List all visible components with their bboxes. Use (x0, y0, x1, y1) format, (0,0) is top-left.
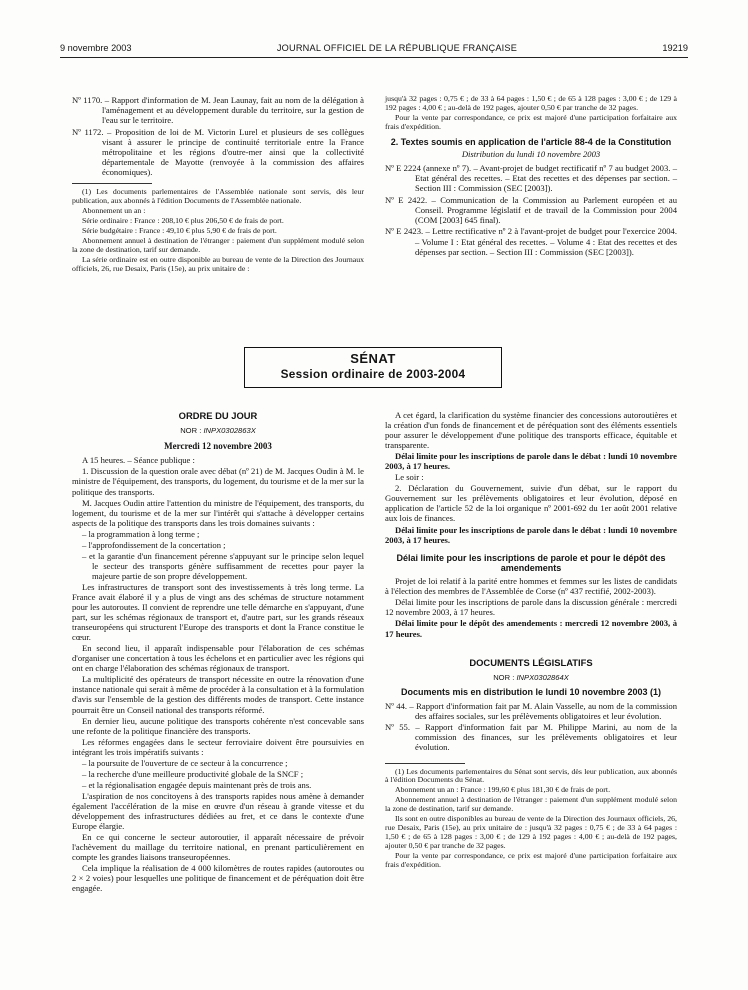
session-title: Session ordinaire de 2003-2004 (280, 367, 466, 382)
paragraph: Cela implique la réalisation de 4 000 kilomètres de routes rapides (autoroutes ou 2 × 2 voies) pour lesquelles une politique de financement et de péréquation doit être engagée. (72, 863, 364, 894)
nor-label: NOR : (493, 672, 515, 682)
distribution-date: Distribution du lundi 10 novembre 2003 (461, 149, 601, 160)
footnote-text: La série ordinaire est en outre disponible au bureau de vente de la Direction des Journaux officiels, 26, rue Desaix, Paris (15e), au prix unitaire de : (72, 254, 364, 273)
paragraph: Projet de loi relatif à la parité entre hommes et femmes sur les listes de candidats à l'élection des membres de l'Assemblée de Corse (nº 437 rectifié, 2002-2003). (385, 576, 677, 597)
delai-title: Délai limite pour les inscriptions de parole et pour le dépôt des amendements (396, 552, 666, 573)
footnote-text: Série budgétaire : France : 49,10 € plus 5,90 € de frais de port. (82, 225, 277, 235)
list-item: – la programmation à long terme ; (82, 528, 200, 539)
nor-label: NOR : (180, 426, 202, 435)
session-date: Mercredi 12 novembre 2003 (164, 440, 272, 451)
footnote-block (385, 95, 677, 132)
documents-subtitle: Documents mis en distribution le lundi 10 novembre 2003 (1) (400, 687, 662, 698)
paragraph: 1. Discussion de la question orale avec débat (nº 21) de M. Jacques Oudin à M. le ministre de l'équipement, des transports, du logement, du tourisme et de la mer sur la politique des transports. (72, 466, 364, 497)
nor-code: INPX0302864X (516, 672, 569, 682)
list-item: – la recherche d'une meilleure productivité globale de la SNCF ; (82, 768, 304, 779)
document-item: Nº 55. – Rapport d'information fait par M. Philippe Marini, au nom de la commission des finances, sur les prélèvements obligatoires et leur évolution. (385, 722, 677, 753)
documents-legislatifs-title: DOCUMENTS LÉGISLATIFS (469, 656, 593, 668)
document-item: Nº E 2423. – Lettre rectificative nº 2 à l'avant-projet de budget pour l'exercice 2004. – Volume I : Etat général des recettes. – Volume 4 : Etat des recettes et des dépenses par section. – Section III : Commission (SEC [2003]). (385, 226, 677, 257)
paragraph: L'aspiration de nos concitoyens à des transports rapides nous amène à demander également l'accélération de la mise en œuvre d'un réseau à grande vitesse et du développement des infrastructures dédiées au fret, et ce dans le contexte d'une Europe élargie. (72, 790, 364, 832)
paragraph: Les infrastructures de transport sont des investissements à très long terme. La France avait élaboré il y a plus de vingt ans des schémas de structure notamment pour les autoroutes. Il convient de reprendre une telle démarche en s'appuyant, d'une part, sur les schémas régionaux de transport et, d'autre part, sur les grands réseaux transeuropéens qui structurent l'Europe des transports et dont la France constitue le cœur. (72, 581, 364, 643)
paragraph: Le soir : (395, 472, 424, 483)
paragraph: Les réformes engagées dans le secteur ferroviaire doivent être poursuivies en intégrant les trois impératifs suivants : (72, 736, 364, 757)
footnote-text: jusqu'à 32 pages : 0,75 € ; de 33 à 64 pages : 1,50 € ; de 65 à 128 pages : 3,00 € ; de 129 à 192 pages : 4,00 € ; au-delà de 192 pages, ajouter 0,50 € par tranche de 32 pages. (385, 94, 677, 112)
footnote-text: Pour la vente par correspondance, ce prix est majoré d'une participation forfaitaire aux frais d'expédition. (385, 112, 677, 131)
footnote-text: Abonnement un an : (82, 205, 146, 215)
list-item: – la poursuite de l'ouverture de ce secteur à la concurrence ; (82, 757, 288, 768)
paragraph: En ce qui concerne le secteur autoroutier, il apparaît nécessaire de prévoir l'achèvement du maillage du territoire national, en prenant particulièrement en compte les grandes liaisons transeuropéennes. (72, 832, 364, 863)
nor-code: INPX0302863X (203, 426, 256, 435)
top-right-column (385, 95, 677, 258)
footnote-text: Série ordinaire : France : 208,10 € plus 206,50 € de frais de port. (82, 215, 284, 225)
page-header (60, 42, 688, 58)
list-item: – l'approfondissement de la concertation ; (82, 539, 226, 550)
paragraph: En second lieu, il apparaît indispensable pour l'élaboration de ces schémas d'organiser une concertation à tous les échelons et en particulier avec les régions qui ont en charge l'élaboration des schémas régionaux de transport. (72, 643, 364, 674)
footnote-text: (1) Les documents parlementaires du Sénat sont servis, dès leur publication, aux abonnés à l'édition Documents du Sénat. (385, 766, 677, 785)
footnote-text: Abonnement un an : France : 199,60 € plus 181,30 € de frais de port. (395, 785, 611, 795)
ordre-du-jour-title: ORDRE DU JOUR (178, 410, 258, 421)
section-title: 2. Textes soumis en application de l'article 88-4 de la Constitution (390, 136, 672, 147)
deadline-text: Délai limite pour les inscriptions de parole dans le débat : lundi 10 novembre 2003, à 17 heures. (385, 524, 677, 545)
paragraph: La multiplicité des opérateurs de transport nécessite en outre la rénovation d'une instance nationale qui serait à même de procéder à la consultation et à la formulation d'avis sur l'ensemble de la gestion des différents modes de transport. Cette instance pourrait être un Conseil national des transports réformé. (72, 674, 364, 715)
footnote-separator (72, 183, 152, 184)
document-item: Nº E 2224 (annexe nº 7). – Avant-projet de budget rectificatif nº 7 au budget 2003. – Etat général des recettes. – Etat des recettes et des dépenses par section. – Section III : Commission (SEC [2003]). (385, 163, 677, 194)
senat-title: SÉNAT (350, 351, 396, 366)
footnote-block (385, 768, 677, 870)
footnote-text: Pour la vente par correspondance, ce prix est majoré d'une participation forfaitaire aux frais d'expédition. (385, 851, 677, 870)
footnote-block (72, 188, 364, 274)
header-date: 9 novembre 2003 (60, 43, 132, 54)
top-left-column (72, 95, 364, 274)
deadline-text: Délai limite pour le dépôt des amendements : mercredi 12 novembre 2003, à 17 heures. (385, 618, 677, 639)
senat-heading-box (244, 347, 502, 388)
paragraph: En dernier lieu, aucune politique des transports cohérente n'est concevable sans une refonte de la politique financière des transports. (72, 715, 364, 736)
document-item: Nº E 2422. – Communication de la Commission au Parlement européen et au Conseil. Programme législatif et de travail de la Commission pour 2004 (COM [2003] 645 final). (385, 194, 677, 225)
document-item: Nº 44. – Rapport d'information fait par M. Alain Vasselle, au nom de la commission des affaires sociales, sur les prélèvements obligatoires et leur évolution. (385, 700, 677, 721)
list-item: – et la régionalisation engagée depuis maintenant près de trois ans. (82, 779, 312, 790)
nor-reference (72, 427, 364, 436)
ordre-du-jour-column (72, 410, 364, 894)
footnote-text: Ils sont en outre disponibles au bureau de vente de la Direction des Journaux officiels, 26, rue Desaix, Paris (15e), au prix unitaire de : jusqu'à 32 pages : 0,75 € ; de 33 à 64 pages : 1,50 € ; de 65 à 128 pages : 3,00 € ; de 129 à 192 pages : 4,00 € ; au-delà de 192 pages, ajouter 0,50 € par tranche de 32 pages. (385, 814, 677, 851)
header-page-number: 19219 (662, 43, 688, 54)
footnote-text: Abonnement annuel à destination de l'étranger : paiement d'un supplément modulé selon la zone de destination, tarif sur demande. (385, 795, 677, 814)
paragraph: A cet égard, la clarification du système financier des concessions autoroutières et la création d'un fonds de financement et de péréquation sont des éléments essentiels pour assurer le développement d'une politique des transports efficace, équitable et transparente. (385, 410, 677, 451)
deadline-text: Délai limite pour les inscriptions de parole dans le débat : lundi 10 novembre 2003, à 17 heures. (385, 451, 677, 472)
footnote-text: (1) Les documents parlementaires de l'Assemblée nationale sont servis, dès leur publication, aux abonnés à l'édition Documents de l'Assemblée nationale. (72, 186, 364, 205)
right-bottom-column (385, 410, 677, 871)
paragraph: 2. Déclaration du Gouvernement, suivie d'un débat, sur le rapport du Gouvernement sur les prélèvements obligatoires et leur évolution, déposé en application de l'article 52 de la loi organique nº 2001-692 du 1er août 2001 relative aux lois de finances. (385, 483, 677, 524)
footnote-text: Abonnement annuel à destination de l'étranger : paiement d'un supplément modulé selon la zone de destination, tarif sur demande. (72, 235, 364, 254)
paragraph: A 15 heures. – Séance publique : (82, 455, 195, 466)
paragraph: Délai limite pour les inscriptions de parole dans la discussion générale : mercredi 12 novembre 2003, à 17 heures. (385, 597, 677, 618)
header-journal-title: JOURNAL OFFICIEL DE LA RÉPUBLIQUE FRANÇAISE (276, 43, 518, 54)
paragraph: M. Jacques Oudin attire l'attention du ministre de l'équipement, des transports, du logement, du tourisme et de la mer sur l'intérêt qui s'attache à développer certains aspects de la politique des transports dans les trois domaines suivants : (72, 497, 364, 528)
list-item: – et la garantie d'un financement pérenne s'appuyant sur le principe selon lequel le secteur des transports génère suffisamment de recettes pour payer la majeure partie de son propre développement. (82, 550, 364, 581)
footnote-separator (385, 763, 465, 764)
document-item: Nº 1172. – Proposition de loi de M. Victorin Lurel et plusieurs de ses collègues visant à assurer le principe de continuité territoriale entre la France métropolitaine et les régions d'outre-mer ainsi que la collectivité départementale de Mayotte (renvoyée à la commission des affaires économiques). (72, 126, 364, 177)
nor-reference (385, 674, 677, 683)
document-item: Nº 1170. – Rapport d'information de M. Jean Launay, fait au nom de la délégation à l'aménagement et au développement durable du territoire, sur la gestion de l'eau sur le territoire. (72, 95, 364, 126)
